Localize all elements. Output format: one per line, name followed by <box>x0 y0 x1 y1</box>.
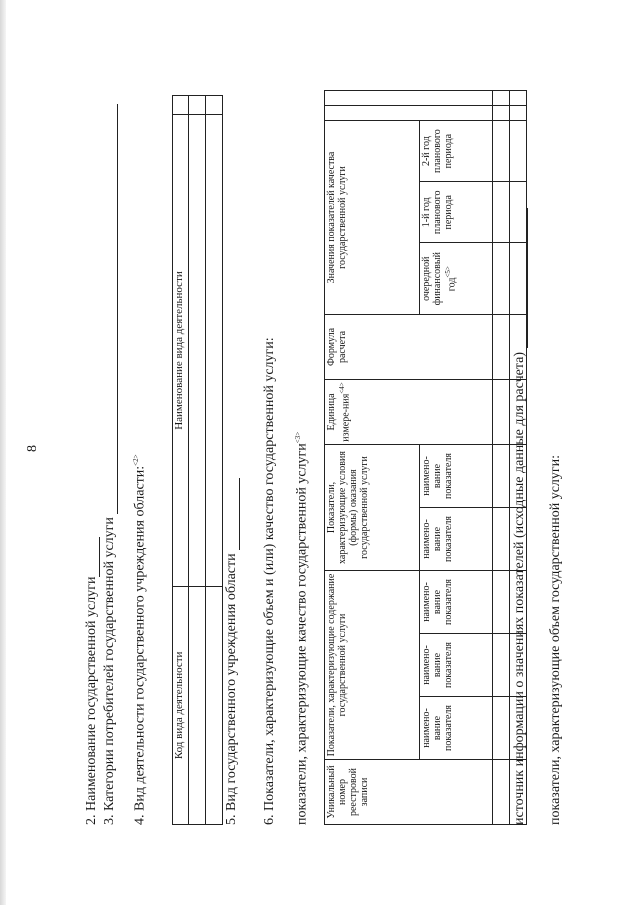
item4-line: 4. Вид деятельности государственного учреждения области:$^{<2>}$ <box>132 454 148 825</box>
conditions-indicator-2: наимено-вание показателя <box>420 445 493 508</box>
content-indicator-3: наимено-вание показателя <box>420 571 493 634</box>
plan-year1-header: 1-й год планового периода <box>420 182 493 243</box>
source-line: источник информации о значениях показателей (исходные данные для расчета) <box>512 209 528 826</box>
quality-table <box>324 90 527 825</box>
activity-name-header: Наименование вида деятельности <box>173 115 189 586</box>
registry-header: Уникальный номер реестровой записи <box>325 760 493 825</box>
values-header: Значения показателей качества государственной услуги <box>325 121 420 315</box>
item6-line: 6. Показатели, характеризующие объем и (или) качество государственной услуги: <box>262 337 277 825</box>
volume-caption: показатели, характеризующие объем государственной услуги: <box>548 454 563 825</box>
plan-year2-header: 2-й год планового периода <box>420 121 493 182</box>
content-header: Показатели, характеризующие содержание государственной услуги <box>325 571 420 760</box>
conditions-indicator-1: наимено-вание показателя <box>420 508 493 571</box>
current-year-header: очередной финансовый год$^{<5>}$ <box>420 243 493 315</box>
item3-line: 3. Категории потребителей государственной услуги <box>102 104 118 825</box>
item2-line: 2. Наименование государственной услуги <box>84 537 100 825</box>
content-indicator-1: наимено-вание показателя <box>420 697 493 760</box>
page-number: 8 <box>25 445 40 452</box>
item5-line: 5. Вид государственного учреждения области <box>224 478 240 825</box>
content-indicator-2: наимено-вание показателя <box>420 634 493 697</box>
formula-header: Формула расчета <box>325 315 493 380</box>
conditions-header: Показатели, характеризующие условия (формы) оказания государственной услуги <box>325 445 420 571</box>
activity-code-header: Код вида деятельности <box>173 586 189 824</box>
quality-caption: показатели, характеризующие качество государственной услуги$^{<3>}$ <box>294 431 310 825</box>
activity-table <box>172 95 223 825</box>
unit-header: Единица измере-ния$^{<4>}$ <box>325 380 493 445</box>
